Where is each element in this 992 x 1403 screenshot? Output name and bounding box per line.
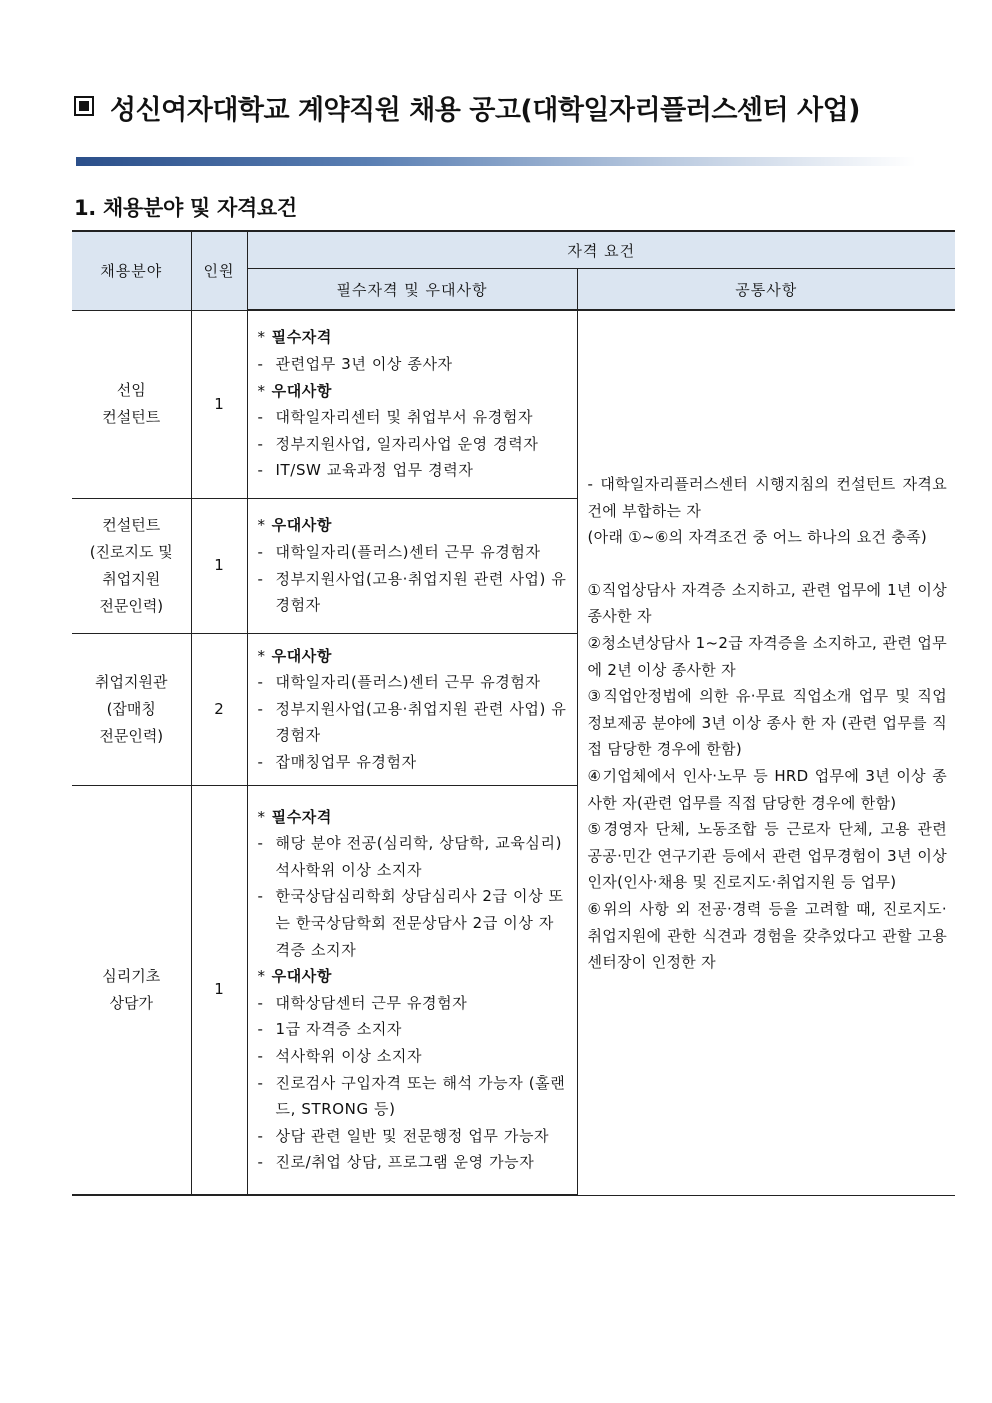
list-item: - 대학일자리센터 및 취업부서 유경험자 (257, 408, 534, 427)
field-cell: 선임 컨설턴트 (72, 310, 191, 498)
list-item: - 상담 관련 일반 및 전문행정 업무 가능자 (257, 1126, 550, 1145)
group-head: * 필수자격 (257, 807, 332, 826)
page-title-text: 성신여자대학교 계약직원 채용 공고(대학일자리플러스센터 사업) (110, 95, 860, 126)
common-cell (577, 310, 955, 1195)
common-item: ⑥위의 사항 외 전공·경력 등을 고려할 때, 진로지도·취업지원에 관한 식견과 경험을 갖추었다고 관할 고용센터장이 인정한 자 (587, 899, 948, 972)
common-item: ⑤경영자 단체, 노동조합 등 근로자 단체, 고용 관련 공공·민간 연구기관 등에서 관련 업무경험이 3년 이상인자(인사·채용 및 진로지도·취업지원 등 업무) (587, 820, 948, 892)
list-item: - 정부지원사업(고용·취업지원 관련 사업) 유경험자 (257, 569, 567, 615)
common-note: (아래 ①~⑥의 자격조건 중 어느 하나의 요건 충족) (587, 528, 928, 547)
recruitment-table (72, 230, 955, 1196)
list-item: - 대학일자리(플러스)센터 근무 유경험자 (257, 673, 541, 692)
square-bullet-icon (74, 96, 94, 116)
list-item: - 정부지원사업, 일자리사업 운영 경력자 (257, 434, 539, 453)
page-title (74, 88, 954, 127)
qualification-cell (247, 785, 577, 1195)
list-item: - 정부지원사업(고용·취업지원 관련 사업) 유경험자 (257, 699, 567, 745)
common-item: ①직업상담사 자격증 소지하고, 관련 업무에 1년 이상 종사한 자 (587, 580, 948, 626)
count-cell: 1 (191, 498, 247, 633)
group-head: * 우대사항 (257, 516, 332, 535)
title-underline-bar (76, 157, 916, 166)
count-cell: 1 (191, 310, 247, 498)
header-common: 공통사항 (577, 269, 955, 311)
list-item: - 해당 분야 전공(심리학, 상담학, 교육심리) 석사학위 이상 소지자 (257, 834, 563, 879)
table-row (72, 310, 955, 498)
field-cell: 심리기초 상담가 (72, 785, 191, 1195)
count-cell: 2 (191, 633, 247, 785)
qualification-cell (247, 310, 577, 498)
group-head: * 필수자격 (257, 328, 332, 347)
list-item: - 진로/취업 상담, 프로그램 운영 가능자 (257, 1153, 535, 1172)
header-field: 채용분야 (72, 231, 191, 310)
list-item: - 한국상담심리학회 상담심리사 2급 이상 또는 한국상담학회 전문상담사 2급 이상 자격증 소지자 (257, 887, 564, 959)
header-count: 인원 (191, 231, 247, 310)
list-item: - 잡매칭업무 유경험자 (257, 752, 417, 771)
common-item: ④기업체에서 인사·노무 등 HRD 업무에 3년 이상 종사한 자(관련 업무를 직접 담당한 경우에 한함) (587, 766, 948, 812)
list-item: - 대학상담센터 근무 유경험자 (257, 993, 468, 1012)
header-required: 필수자격 및 우대사항 (247, 269, 577, 311)
count-cell: 1 (191, 785, 247, 1195)
list-item: - 진로검사 구입자격 또는 해석 가능자 (홀랜드, STRONG 등) (257, 1073, 566, 1119)
qualification-cell (247, 498, 577, 633)
list-item: - 1급 자격증 소지자 (257, 1020, 403, 1039)
list-item: - 관련업무 3년 이상 종사자 (257, 355, 453, 374)
common-item: ③직업안정법에 의한 유·무료 직업소개 업무 및 직업정보제공 분야에 3년 이상 종사 한 자 (관련 업무를 직접 담당한 경우에 한함) (587, 687, 948, 759)
list-item: - 석사학위 이상 소지자 (257, 1046, 423, 1065)
header-qualification: 자격 요건 (247, 231, 955, 269)
field-cell: 컨설턴트 (진로지도 및 취업지원 전문인력) (72, 498, 191, 633)
group-head: * 우대사항 (257, 967, 332, 986)
group-head: * 우대사항 (257, 381, 332, 400)
list-item: - IT/SW 교육과정 업무 경력자 (257, 461, 474, 480)
common-intro: - 대학일자리플러스센터 시행지침의 컨설턴트 자격요건에 부합하는 자 (587, 475, 948, 520)
field-cell: 취업지원관 (잡매칭 전문인력) (72, 633, 191, 785)
group-head: * 우대사항 (257, 646, 332, 665)
list-item: - 대학일자리(플러스)센터 근무 유경험자 (257, 542, 541, 561)
section-title: 1. 채용분야 및 자격요건 (74, 196, 297, 220)
qualification-cell (247, 633, 577, 785)
common-item: ②청소년상담사 1~2급 자격증을 소지하고, 관련 업무에 2년 이상 종사한 자 (587, 633, 948, 679)
